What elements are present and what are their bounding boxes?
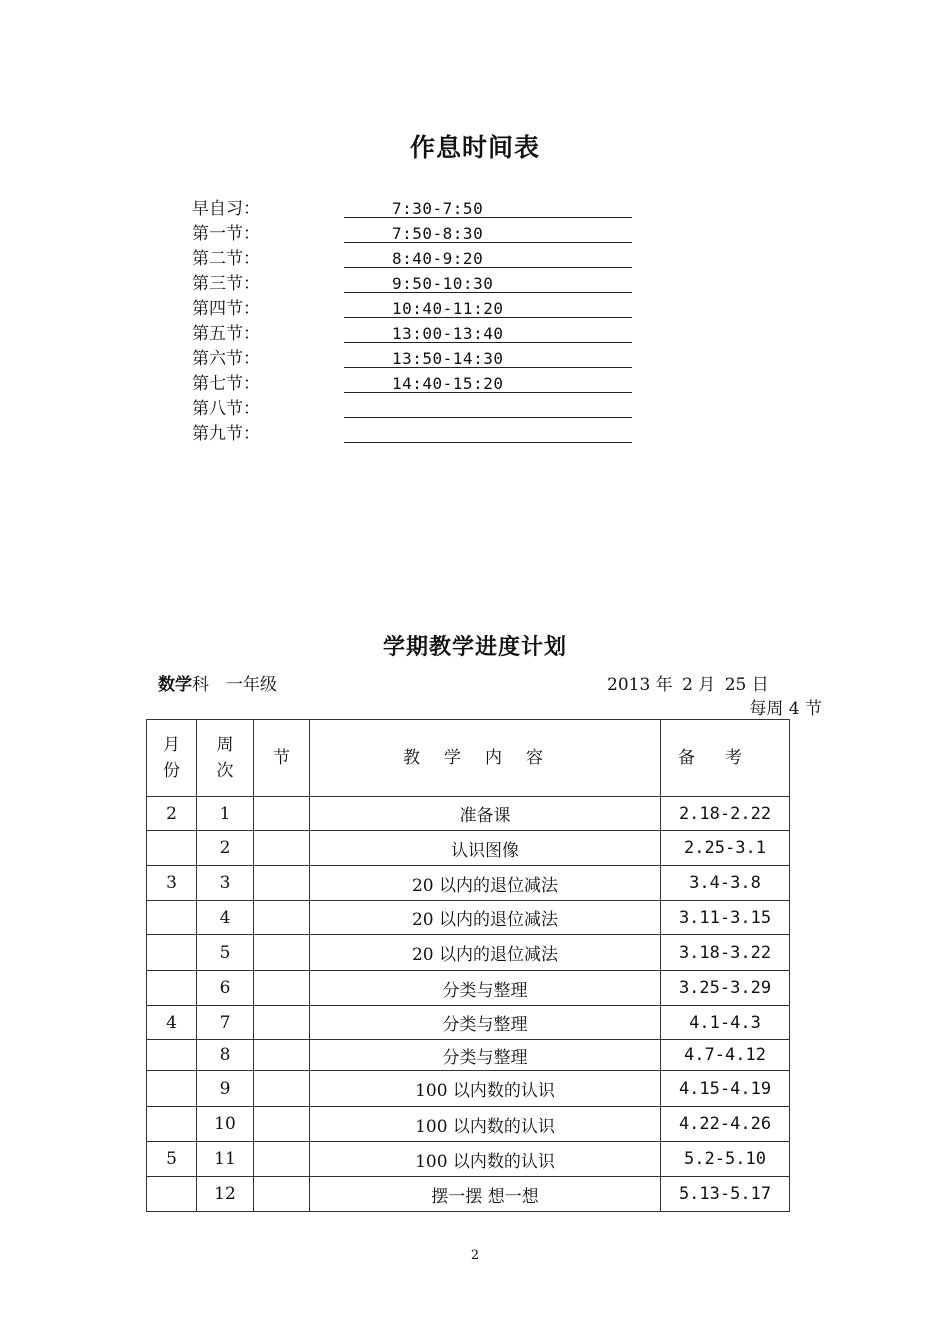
subject-rest: 科 一年级 bbox=[192, 675, 277, 695]
schedule-time: 10:40-11:20 bbox=[392, 299, 504, 318]
cell-week: 10 bbox=[197, 1107, 254, 1142]
cell-section bbox=[254, 797, 310, 831]
cell-content: 摆一摆 想一想 bbox=[310, 1177, 661, 1212]
schedule-line bbox=[344, 247, 632, 268]
schedule-time: 7:30-7:50 bbox=[392, 199, 484, 218]
cell-section bbox=[254, 1177, 310, 1212]
cell-section bbox=[254, 935, 310, 971]
cell-section bbox=[254, 866, 310, 901]
cell-notes: 2.25-3.1 bbox=[661, 831, 790, 866]
cell-content: 准备课 bbox=[310, 797, 661, 831]
table-row bbox=[147, 971, 790, 1006]
cell-month bbox=[147, 901, 197, 935]
cell-content: 分类与整理 bbox=[310, 971, 661, 1006]
header-notes-label: 备考 bbox=[678, 748, 772, 768]
schedule-label: 第六节： bbox=[192, 349, 260, 369]
plan-title: 学期教学进度计划 bbox=[382, 635, 567, 660]
cell-section bbox=[254, 1006, 310, 1040]
table-row bbox=[147, 1177, 790, 1212]
header-section: 节 bbox=[254, 720, 310, 797]
cell-week: 1 bbox=[197, 797, 254, 831]
header-content bbox=[310, 720, 661, 797]
cell-notes: 3.11-3.15 bbox=[661, 901, 790, 935]
cell-week: 12 bbox=[197, 1177, 254, 1212]
table-row bbox=[147, 831, 790, 866]
cell-content: 分类与整理 bbox=[310, 1006, 661, 1040]
cell-content: 20 以内的退位减法 bbox=[310, 866, 661, 901]
cell-content: 100 以内数的认识 bbox=[310, 1071, 661, 1107]
cell-content: 20 以内的退位减法 bbox=[310, 935, 661, 971]
cell-month: 5 bbox=[147, 1142, 197, 1177]
subject-grade bbox=[158, 670, 277, 695]
cell-notes: 4.1-4.3 bbox=[661, 1006, 790, 1040]
header-content-label: 教学内容 bbox=[403, 748, 567, 768]
schedule-label: 第一节： bbox=[192, 224, 260, 244]
cell-section bbox=[254, 1107, 310, 1142]
cell-notes: 3.4-3.8 bbox=[661, 866, 790, 901]
table-row bbox=[147, 1107, 790, 1142]
cell-notes: 2.18-2.22 bbox=[661, 797, 790, 831]
schedule-title: 作息时间表 bbox=[409, 133, 540, 162]
cell-content: 100 以内数的认识 bbox=[310, 1107, 661, 1142]
schedule-line bbox=[344, 222, 632, 243]
cell-week: 2 bbox=[197, 831, 254, 866]
table-row bbox=[147, 1071, 790, 1107]
plan-table bbox=[146, 719, 790, 1212]
header-week-label: 周 次 bbox=[216, 735, 234, 781]
cell-notes: 4.22-4.26 bbox=[661, 1107, 790, 1142]
schedule-time: 7:50-8:30 bbox=[392, 224, 484, 243]
header-month bbox=[147, 720, 197, 797]
cell-month bbox=[147, 1177, 197, 1212]
page-number: 2 bbox=[470, 1248, 480, 1263]
schedule-line bbox=[344, 422, 632, 443]
schedule-label: 第三节： bbox=[192, 274, 260, 294]
date-year: 2013 年 bbox=[607, 675, 673, 695]
cell-section bbox=[254, 1040, 310, 1071]
schedule-label: 第八节： bbox=[192, 399, 260, 419]
table-row bbox=[147, 1006, 790, 1040]
cell-month bbox=[147, 1040, 197, 1071]
header-week bbox=[197, 720, 254, 797]
cell-content: 100 以内数的认识 bbox=[310, 1142, 661, 1177]
cell-month bbox=[147, 971, 197, 1006]
schedule-time: 9:50-10:30 bbox=[392, 274, 494, 293]
header-month-label: 月 份 bbox=[163, 735, 180, 781]
cell-content: 认识图像 bbox=[310, 831, 661, 866]
schedule-line bbox=[344, 372, 632, 393]
schedule-label: 第五节： bbox=[192, 324, 260, 344]
schedule-time: 13:00-13:40 bbox=[392, 324, 504, 343]
schedule-line bbox=[344, 197, 632, 218]
weekly-sessions: 每周 4 节 bbox=[749, 699, 822, 719]
date-day: 25 日 bbox=[724, 675, 769, 695]
schedule-label: 第二节： bbox=[192, 249, 260, 269]
cell-section bbox=[254, 1142, 310, 1177]
cell-notes: 5.13-5.17 bbox=[661, 1177, 790, 1212]
cell-week: 8 bbox=[197, 1040, 254, 1071]
cell-month: 2 bbox=[147, 797, 197, 831]
cell-content: 20 以内的退位减法 bbox=[310, 901, 661, 935]
cell-section bbox=[254, 831, 310, 866]
cell-month bbox=[147, 935, 197, 971]
schedule-line bbox=[344, 347, 632, 368]
schedule-line bbox=[344, 297, 632, 318]
schedule-line bbox=[344, 322, 632, 343]
schedule-time: 14:40-15:20 bbox=[392, 374, 504, 393]
cell-month bbox=[147, 1071, 197, 1107]
table-row bbox=[147, 901, 790, 935]
subject-name: 数学 bbox=[158, 675, 192, 695]
schedule-time: 8:40-9:20 bbox=[392, 249, 484, 268]
schedule-line bbox=[344, 272, 632, 293]
cell-month bbox=[147, 1107, 197, 1142]
schedule-label: 早自习： bbox=[192, 199, 260, 219]
cell-notes: 5.2-5.10 bbox=[661, 1142, 790, 1177]
cell-month bbox=[147, 831, 197, 866]
date-month: 2 月 bbox=[682, 675, 716, 695]
cell-week: 4 bbox=[197, 901, 254, 935]
table-row bbox=[147, 797, 790, 831]
schedule-label: 第四节： bbox=[192, 299, 260, 319]
cell-notes: 4.15-4.19 bbox=[661, 1071, 790, 1107]
cell-content: 分类与整理 bbox=[310, 1040, 661, 1071]
schedule-label: 第九节： bbox=[192, 424, 260, 444]
table-header-row bbox=[147, 720, 790, 797]
cell-notes: 3.18-3.22 bbox=[661, 935, 790, 971]
cell-notes: 4.7-4.12 bbox=[661, 1040, 790, 1071]
cell-week: 5 bbox=[197, 935, 254, 971]
cell-month: 3 bbox=[147, 866, 197, 901]
table-row bbox=[147, 1040, 790, 1071]
schedule-label: 第七节： bbox=[192, 374, 260, 394]
cell-week: 3 bbox=[197, 866, 254, 901]
cell-week: 11 bbox=[197, 1142, 254, 1177]
table-row bbox=[147, 935, 790, 971]
plan-date bbox=[607, 670, 773, 695]
table-row bbox=[147, 1142, 790, 1177]
table-row bbox=[147, 866, 790, 901]
cell-week: 6 bbox=[197, 971, 254, 1006]
cell-notes: 3.25-3.29 bbox=[661, 971, 790, 1006]
schedule-line bbox=[344, 397, 632, 418]
cell-section bbox=[254, 971, 310, 1006]
schedule-time: 13:50-14:30 bbox=[392, 349, 504, 368]
header-notes bbox=[661, 720, 790, 797]
cell-week: 9 bbox=[197, 1071, 254, 1107]
cell-week: 7 bbox=[197, 1006, 254, 1040]
cell-month: 4 bbox=[147, 1006, 197, 1040]
cell-section bbox=[254, 901, 310, 935]
cell-section bbox=[254, 1071, 310, 1107]
